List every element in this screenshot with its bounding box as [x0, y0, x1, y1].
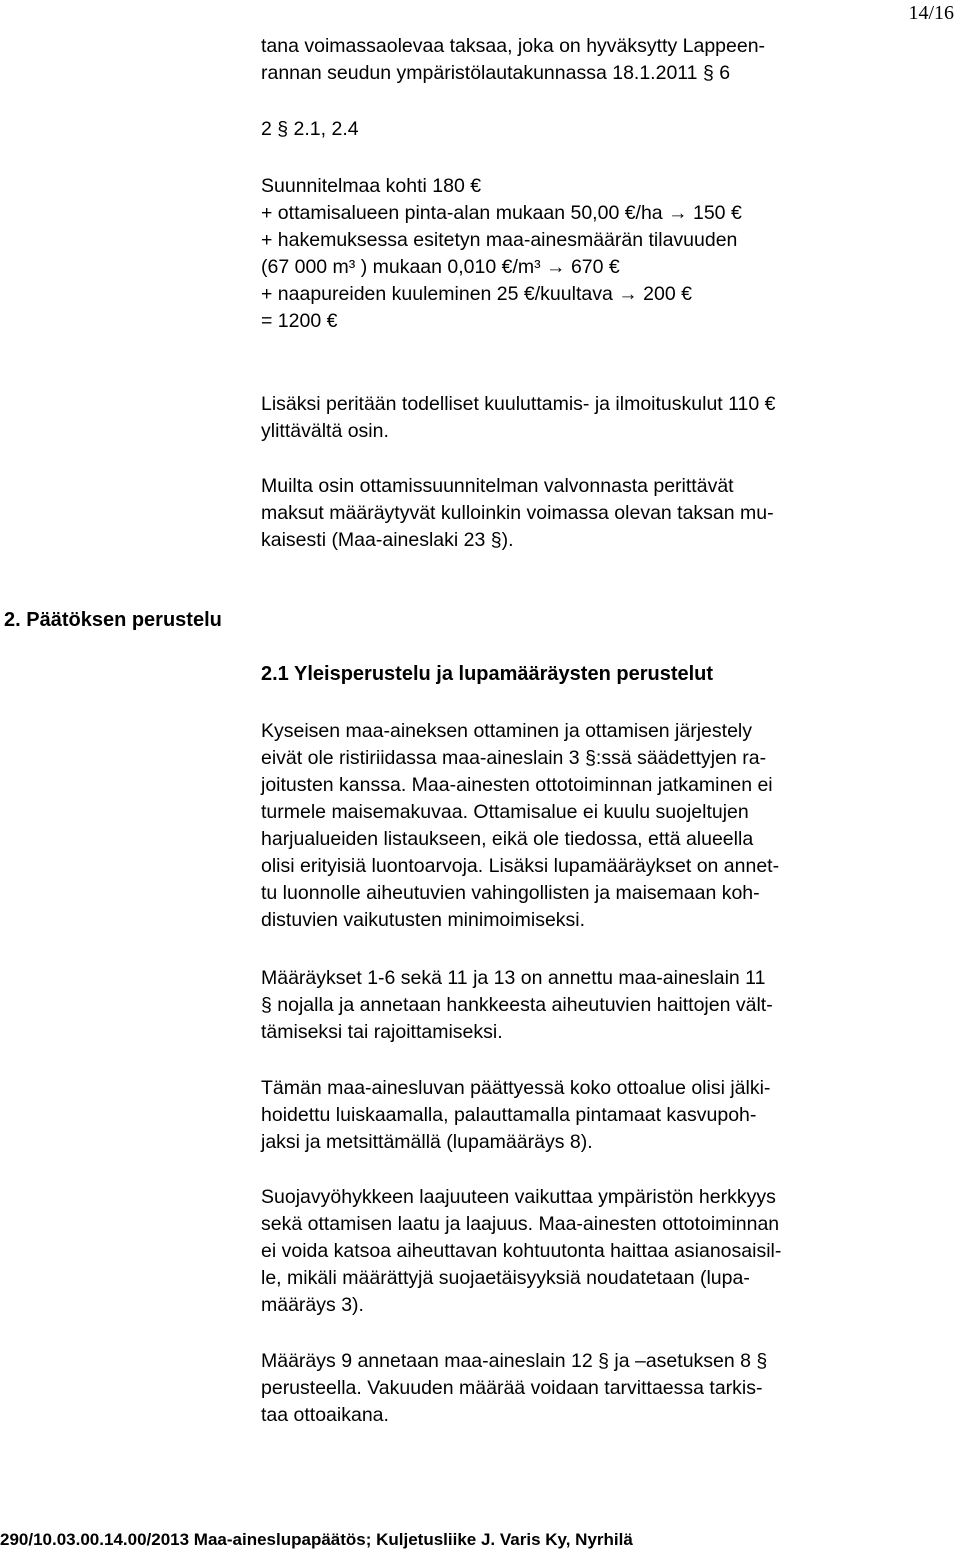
justification-paragraph — [261, 718, 901, 934]
text-line: distuvien vaikutusten minimoimiseksi. — [261, 909, 586, 931]
guarantee-paragraph — [261, 1348, 901, 1429]
text-line: olisi erityisiä luontoarvoja. Lisäksi lupamääräykset on annet- — [261, 855, 780, 877]
text-line: tämiseksi tai rajoittamiseksi. — [261, 1021, 503, 1043]
text-line: harjualueiden listaukseen, eikä ole tiedossa, että alueella — [261, 828, 754, 850]
text-line: Suojavyöhykkeen laajuuteen vaikuttaa ympäristön herkkyys — [261, 1186, 776, 1208]
subsection-heading: 2.1 Yleisperustelu ja lupamääräysten perustelut — [261, 663, 714, 685]
text-line: tu luonnolle aiheutuvien vahingollisten ja maisemaan koh- — [261, 882, 760, 904]
text-line: Muilta osin ottamissuunnitelman valvonnasta perittävät — [261, 475, 734, 497]
fee-line: + hakemuksessa esitetyn maa-ainesmäärän tilavuuden — [261, 229, 738, 251]
text-line: taa ottoaikana. — [261, 1404, 389, 1426]
fee-line: + ottamisalueen pinta-alan mukaan 50,00 €/ha → 150 € — [261, 202, 742, 224]
text-line: Tämän maa-ainesluvan päättyessä koko ottoalue olisi jälki- — [261, 1077, 771, 1099]
fee-line: (67 000 m³ ) mukaan 0,010 €/m³ → 670 € — [261, 256, 620, 278]
text-line: § nojalla ja annetaan hankkeesta aiheutuvien haittojen vält- — [261, 994, 773, 1016]
fee-line: = 1200 € — [261, 310, 338, 332]
additional-costs-paragraph — [261, 391, 901, 445]
fee-basis-text — [261, 33, 901, 87]
text-line: Lisäksi peritään todelliset kuuluttamis- ja ilmoituskulut 110 € — [261, 393, 776, 415]
text-line: Määräys 9 annetaan maa-aineslain 12 § ja –asetuksen 8 § — [261, 1350, 768, 1372]
section-reference: 2 § 2.1, 2.4 — [261, 118, 359, 140]
buffer-zone-paragraph — [261, 1184, 901, 1319]
text-line: määräys 3). — [261, 1294, 364, 1316]
restoration-paragraph — [261, 1075, 901, 1156]
text-line: tana voimassaolevaa taksaa, joka on hyväksytty Lappeen- — [261, 35, 766, 57]
fee-line: + naapureiden kuuleminen 25 €/kuultava → 200 € — [261, 283, 692, 305]
regulations-paragraph — [261, 965, 901, 1046]
text-line: sekä ottamisen laatu ja laajuus. Maa-ainesten ottotoiminnan — [261, 1213, 780, 1235]
text-line: hoidettu luiskaamalla, palauttamalla pintamaat kasvupoh- — [261, 1104, 757, 1126]
text-line: ei voida katsoa aiheuttavan kohtuutonta haittaa asianosaisil- — [261, 1240, 782, 1262]
other-fees-paragraph — [261, 473, 901, 554]
text-line: perusteella. Vakuuden määrää voidaan tarvittaessa tarkis- — [261, 1377, 763, 1399]
fee-line: Suunnitelmaa kohti 180 € — [261, 175, 482, 197]
section-heading: 2. Päätöksen perustelu — [4, 609, 222, 631]
text-line: kaisesti (Maa-aineslaki 23 §). — [261, 529, 514, 551]
fee-calculation — [261, 173, 901, 335]
page-number: 14/16 — [908, 2, 954, 24]
text-line: joitusten kanssa. Maa-ainesten ottotoiminnan jatkaminen ei — [261, 774, 773, 796]
document-footer: 290/10.03.00.14.00/2013 Maa-aineslupapäätös; Kuljetusliike J. Varis Ky, Nyrhilä — [0, 1530, 633, 1549]
text-line: turmele maisemakuvaa. Ottamisalue ei kuulu suojeltujen — [261, 801, 749, 823]
text-line: le, mikäli määrättyjä suojaetäisyyksiä noudatetaan (lupa- — [261, 1267, 750, 1289]
text-line: maksut määräytyvät kulloinkin voimassa olevan taksan mu- — [261, 502, 774, 524]
text-line: ylittävältä osin. — [261, 420, 389, 442]
text-line: Määräykset 1-6 sekä 11 ja 13 on annettu maa-aineslain 11 — [261, 967, 766, 989]
text-line: Kyseisen maa-aineksen ottaminen ja ottamisen järjestely — [261, 720, 752, 742]
text-line: eivät ole ristiriidassa maa-aineslain 3 §:ssä säädettyjen ra- — [261, 747, 767, 769]
text-line: jaksi ja metsittämällä (lupamääräys 8). — [261, 1131, 593, 1153]
text-line: rannan seudun ympäristölautakunnassa 18.1.2011 § 6 — [261, 62, 731, 84]
